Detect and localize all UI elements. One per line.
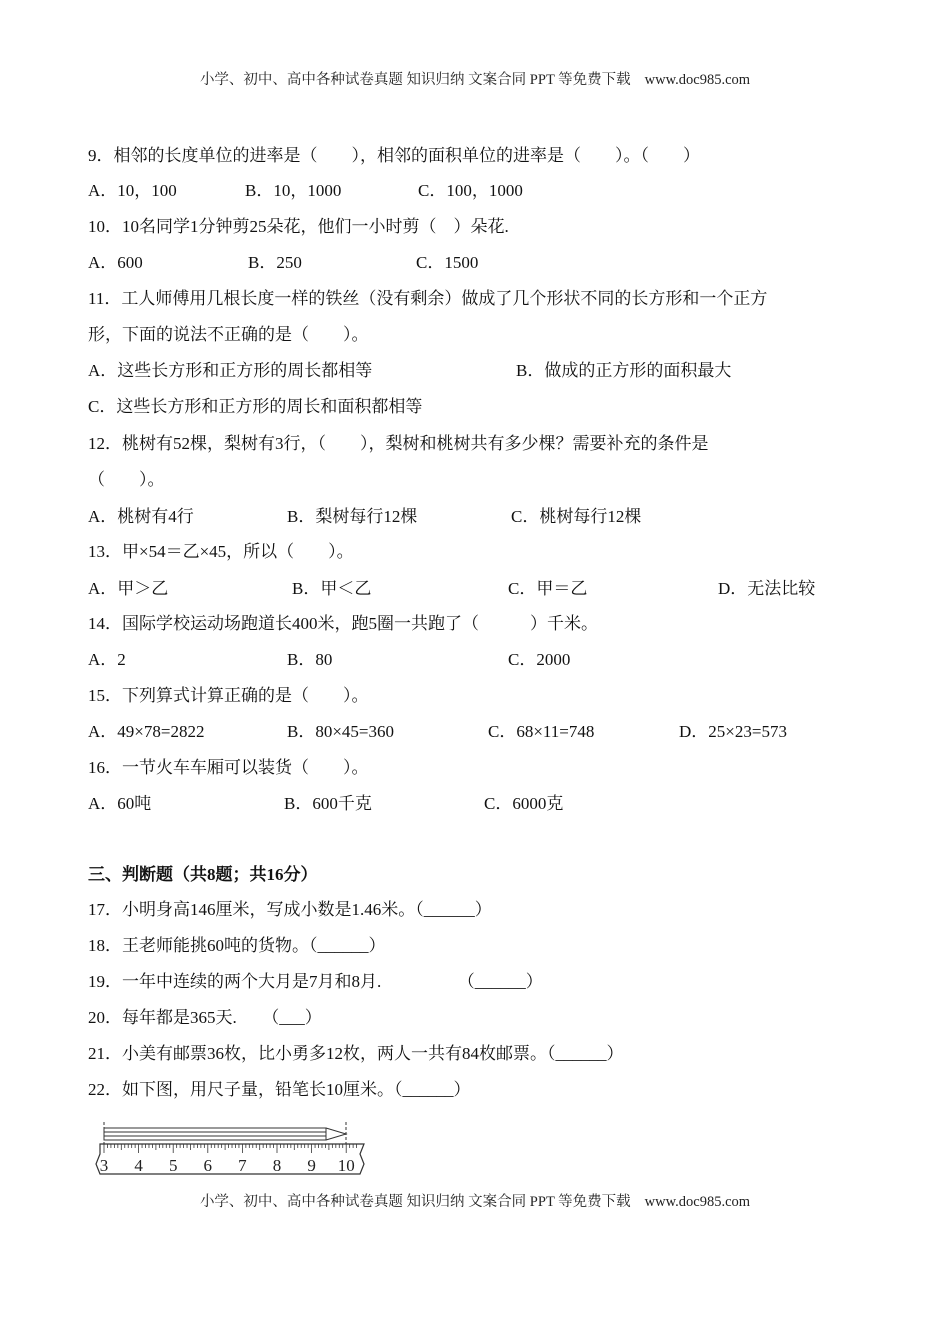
q12-option-a: A．桃树有4行 <box>88 507 194 526</box>
ruler-label: 7 <box>238 1156 247 1175</box>
q10-stem: 10．10名同学1分钟剪25朵花，他们一小时剪（ ）朵花. <box>88 217 509 236</box>
judge-item: 19．一年中连续的两个大月是7月和8月. （______） <box>88 972 543 991</box>
header-text: 小学、初中、高中各种试卷真题 知识归纳 文案合同 PPT 等免费下载 <box>199 72 631 88</box>
section-heading-judgement: 三、判断题（共8题；共16分） <box>88 865 318 884</box>
ruler-label: 4 <box>134 1156 143 1175</box>
q15-option-b: B．80×45=360 <box>287 722 395 741</box>
q16-stem: 16．一节火车车厢可以装货（ ）。 <box>88 758 369 777</box>
pencil-ruler-figure <box>94 1116 370 1180</box>
q9-option-a: A．10，100 <box>88 181 177 200</box>
q9-stem: 9．相邻的长度单位的进率是（ ），相邻的面积单位的进率是（ ）。（ ） <box>88 146 700 165</box>
q10-option-a: A．600 <box>88 253 143 272</box>
q12-option-b: B．梨树每行12棵 <box>287 507 418 526</box>
q9-option-b: B．10，1000 <box>245 181 342 200</box>
ruler-icon <box>96 1144 364 1175</box>
q10-option-c: C．1500 <box>416 253 479 272</box>
judge-item: 22．如下图，用尺子量，铅笔长10厘米。（______） <box>88 1080 471 1099</box>
q11-option-a: A．这些长方形和正方形的周长都相等 <box>88 361 373 380</box>
page-header <box>0 68 950 89</box>
q12-stem-line1: 12．桃树有52棵，梨树有3行，（ ），梨树和桃树共有多少棵？需要补充的条件是 <box>88 434 709 453</box>
page-footer <box>0 1190 950 1211</box>
ruler-label: 8 <box>272 1156 282 1175</box>
q13-option-b: B．甲＜乙 <box>292 579 372 598</box>
judge-item: 18．王老师能挑60吨的货物。（______） <box>88 936 386 955</box>
ruler-label: 9 <box>307 1156 316 1175</box>
q14-option-b: B．80 <box>287 650 333 669</box>
q11-option-b: B．做成的正方形的面积最大 <box>516 361 732 380</box>
q16-option-c: C．6000克 <box>484 794 564 813</box>
q13-option-c: C．甲＝乙 <box>508 579 588 598</box>
footer-url: www.doc985.com <box>644 1194 751 1210</box>
footer-text: 小学、初中、高中各种试卷真题 知识归纳 文案合同 PPT 等免费下载 <box>199 1194 631 1210</box>
q13-option-a: A．甲＞乙 <box>88 579 169 598</box>
q9-option-c: C．100，1000 <box>418 181 523 200</box>
q14-stem: 14．国际学校运动场跑道长400米，跑5圈一共跑了（ ）千米。 <box>88 614 598 633</box>
ruler-label: 6 <box>203 1156 213 1175</box>
q13-stem: 13．甲×54＝乙×45，所以（ ）。 <box>88 542 354 561</box>
q15-option-a: A．49×78=2822 <box>88 722 205 741</box>
q13-option-d: D．无法比较 <box>718 579 816 598</box>
judge-item: 21．小美有邮票36枚，比小勇多12枚，两人一共有84枚邮票。（______） <box>88 1044 624 1063</box>
q11-stem-line2: 形，下面的说法不正确的是（ ）。 <box>88 325 369 344</box>
q10-option-b: B．250 <box>248 253 302 272</box>
q12-stem-line2: （ ）。 <box>88 470 165 489</box>
q11-option-c: C．这些长方形和正方形的周长和面积都相等 <box>88 397 423 416</box>
judge-item: 20．每年都是365天. （___） <box>88 1008 322 1027</box>
q16-option-a: A．60吨 <box>88 794 152 813</box>
q15-option-c: C．68×11=748 <box>488 722 595 741</box>
q16-option-b: B．600千克 <box>284 794 372 813</box>
header-url: www.doc985.com <box>644 72 751 88</box>
ruler-label: 3 <box>99 1156 109 1175</box>
q12-option-c: C．桃树每行12棵 <box>511 507 642 526</box>
q15-option-d: D．25×23=573 <box>679 722 787 741</box>
ruler-label: 5 <box>168 1156 178 1175</box>
q14-option-c: C．2000 <box>508 650 571 669</box>
q14-option-a: A．2 <box>88 650 126 669</box>
q15-stem: 15．下列算式计算正确的是（ ）。 <box>88 686 369 705</box>
ruler-label: 10 <box>337 1156 355 1175</box>
q11-stem-line1: 11．工人师傅用几根长度一样的铁丝（没有剩余）做成了几个形状不同的长方形和一个正方 <box>88 289 768 308</box>
judge-item: 17．小明身高146厘米，写成小数是1.46米。（______） <box>88 900 492 919</box>
